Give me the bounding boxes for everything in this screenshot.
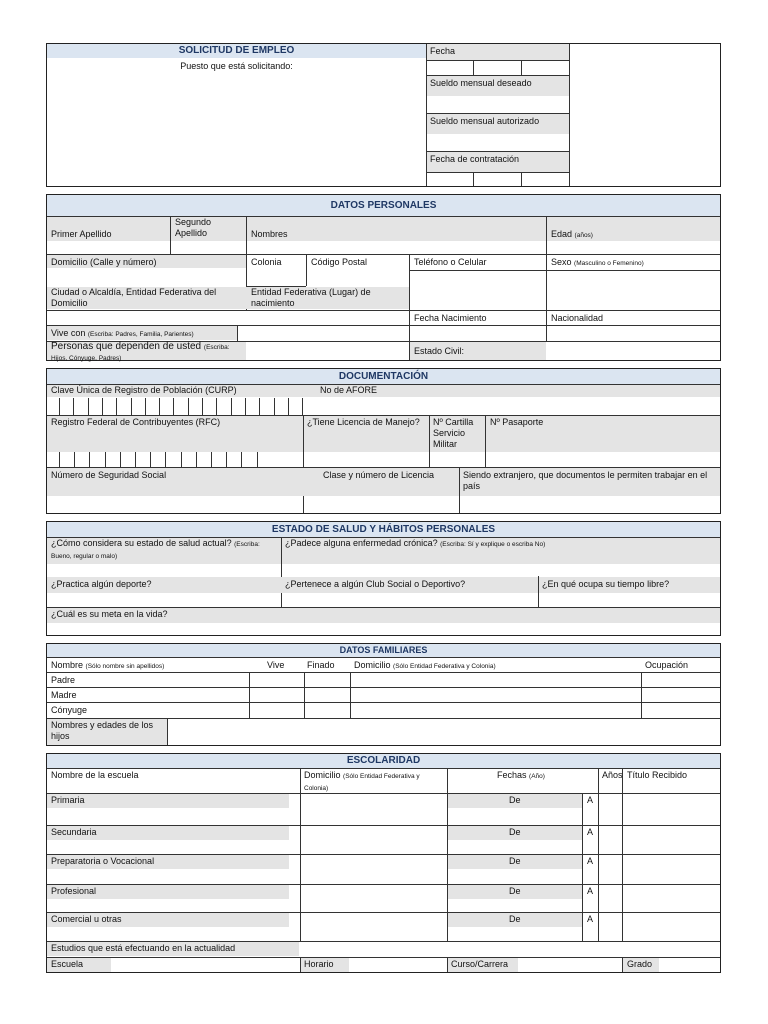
hijos-input[interactable] xyxy=(168,719,719,745)
documentacion-section xyxy=(46,368,721,514)
fam-domicilio-header: Domicilio (Sólo Entidad Federativa y Colonia) xyxy=(354,660,496,670)
esc-row-de: De xyxy=(509,886,521,896)
esc-row xyxy=(47,884,720,912)
fecha-dia-input[interactable] xyxy=(427,61,473,75)
fecha-nacimiento-label: Fecha Nacimiento xyxy=(414,313,487,323)
puesto-input[interactable] xyxy=(49,76,424,184)
esc-actuales-input[interactable] xyxy=(300,942,719,956)
rfc-box-divider xyxy=(150,452,151,468)
primer-apellido-input[interactable] xyxy=(48,241,169,254)
dependientes-label: Personas que dependen de usted (Escriba: Hijos, Cónyuge, Padres) xyxy=(51,341,230,362)
fam-finado-header: Finado xyxy=(307,660,335,670)
deporte-label: ¿Practica algún deporte? xyxy=(51,579,152,589)
vive-con-input[interactable] xyxy=(238,326,409,340)
esc-row-anos-input[interactable] xyxy=(599,855,622,884)
solicitud-title: SOLICITUD DE EMPLEO xyxy=(47,44,426,58)
contratacion-mes-input[interactable] xyxy=(474,173,521,186)
esc-escuela-label: Escuela xyxy=(51,959,84,969)
esc-row-de: De xyxy=(509,914,521,924)
edad-input[interactable] xyxy=(547,241,720,254)
curp-box-divider xyxy=(102,398,103,415)
entidad-nacimiento-label: Entidad Federativa (Lugar) de nacimiento xyxy=(251,287,371,308)
salud-section xyxy=(46,521,721,636)
esc-row-escuela-input[interactable] xyxy=(48,841,300,854)
esc-row-anos-input[interactable] xyxy=(599,794,622,825)
esc-row xyxy=(47,825,720,854)
clase-licencia-label: Clase y número de Licencia xyxy=(323,470,435,480)
curp-input[interactable] xyxy=(59,398,317,415)
sexo-label: Sexo (Masculino o Femenino) xyxy=(551,257,644,267)
curp-box-divider xyxy=(259,398,260,415)
estado-salud-input[interactable] xyxy=(48,564,281,576)
esc-row xyxy=(47,912,720,941)
curp-label: Clave Única de Registro de Población (CURP) xyxy=(51,385,237,395)
club-label: ¿Pertenece a algún Club Social o Deportivo? xyxy=(285,579,466,589)
clase-licencia-input[interactable] xyxy=(304,497,459,512)
curp-box-divider xyxy=(216,398,217,415)
nss-label: Número de Seguridad Social xyxy=(51,470,167,480)
curp-box-divider xyxy=(131,398,132,415)
contratacion-dia-input[interactable] xyxy=(427,173,473,186)
esc-row-escuela-input[interactable] xyxy=(48,870,300,884)
esc-escuela-input[interactable] xyxy=(111,958,300,972)
esc-row-escuela-input[interactable] xyxy=(48,809,300,825)
esc-row-anos-input[interactable] xyxy=(599,885,622,912)
curp-box-divider xyxy=(173,398,174,415)
rfc-box-divider xyxy=(59,452,60,468)
curp-box-divider xyxy=(274,398,275,415)
rfc-label: Registro Federal de Contribuyentes (RFC) xyxy=(51,417,221,427)
padre-vive-input[interactable] xyxy=(250,673,304,687)
esc-curso-input[interactable] xyxy=(518,958,622,972)
curp-box-divider xyxy=(202,398,203,415)
esc-row-titulo-input[interactable] xyxy=(623,913,719,941)
esc-row-titulo-input[interactable] xyxy=(623,855,719,884)
afore-label: No de AFORE xyxy=(320,385,378,395)
fecha-label: Fecha xyxy=(430,46,456,56)
rfc-box-divider xyxy=(241,452,242,468)
curp-box-divider xyxy=(188,398,189,415)
sueldo-autorizado-label: Sueldo mensual autorizado xyxy=(430,116,540,126)
estado-salud-label: ¿Cómo considera su estado de salud actual? (Escriba: Bueno, regular o malo) xyxy=(51,538,260,560)
esc-row-divider xyxy=(47,884,720,885)
esc-row-label: Comercial u otras xyxy=(51,914,122,924)
esc-row-label: Profesional xyxy=(51,886,97,896)
escolaridad-section xyxy=(46,753,721,973)
rfc-box-divider xyxy=(74,452,75,468)
foto-area xyxy=(570,45,720,185)
fam-hijos-label: Nombres y edades de los hijos xyxy=(51,720,154,741)
fam-row-madre: Madre xyxy=(51,690,77,700)
dependientes-input[interactable] xyxy=(247,342,409,360)
esc-grado-label: Grado xyxy=(627,959,653,969)
esc-row-escuela-input[interactable] xyxy=(48,900,300,912)
esc-titulo-header: Título Recibido xyxy=(627,770,688,780)
fam-vive-header: Vive xyxy=(267,660,285,670)
esc-escuela-header: Nombre de la escuela xyxy=(51,770,139,780)
conyuge-domicilio-input[interactable] xyxy=(351,703,641,717)
estado-civil-label: Estado Civil: xyxy=(414,346,465,356)
meta-input[interactable] xyxy=(48,623,719,635)
primer-apellido-label: Primer Apellido xyxy=(51,229,112,239)
telefono-label: Teléfono o Celular xyxy=(414,257,487,267)
afore-input[interactable] xyxy=(319,398,719,415)
enfermedad-label: ¿Padece alguna enfermedad crónica? (Escriba: Sí y explique o escriba No) xyxy=(285,538,546,548)
fam-row-conyuge: Cónyuge xyxy=(51,705,88,715)
esc-row-a: A xyxy=(587,856,594,866)
sexo-input[interactable] xyxy=(547,271,720,309)
esc-row-titulo-input[interactable] xyxy=(623,794,719,825)
datos-personales-section xyxy=(46,194,721,361)
rfc-box-divider xyxy=(105,452,106,468)
esc-row xyxy=(47,854,720,884)
curp-box-divider xyxy=(145,398,146,415)
extranjero-input[interactable] xyxy=(460,497,719,512)
esc-row-a: A xyxy=(587,886,594,896)
rfc-box-divider xyxy=(120,452,121,468)
deporte-input[interactable] xyxy=(48,593,281,606)
codigo-postal-input[interactable] xyxy=(307,269,409,285)
esc-row-a: A xyxy=(587,827,594,837)
club-input[interactable] xyxy=(282,593,538,606)
tiempo-libre-input[interactable] xyxy=(539,593,719,606)
nombres-label: Nombres xyxy=(251,229,288,239)
cartilla-label: Nº Cartilla Servicio Militar xyxy=(433,417,474,449)
esc-row-domicilio-input[interactable] xyxy=(301,885,447,912)
fam-row-padre: Padre xyxy=(51,675,76,685)
fecha-contratacion-label: Fecha de contratación xyxy=(430,154,520,164)
telefono-input[interactable] xyxy=(410,271,546,309)
ciudad-input[interactable] xyxy=(48,311,246,325)
fecha-nacimiento-input[interactable] xyxy=(410,326,546,340)
esc-row-domicilio-input[interactable] xyxy=(301,826,447,854)
rfc-box-divider xyxy=(165,452,166,468)
codigo-postal-label: Código Postal xyxy=(311,257,368,267)
vive-con-label: Vive con (Escriba: Padres, Familia, Parientes) xyxy=(51,328,194,338)
datos-personales-title: DATOS PERSONALES xyxy=(47,195,720,217)
nacionalidad-label: Nacionalidad xyxy=(551,313,604,323)
esc-row-titulo-input[interactable] xyxy=(623,826,719,854)
curp-box-divider xyxy=(159,398,160,415)
tiempo-libre-label: ¿En qué ocupa su tiempo libre? xyxy=(542,579,670,589)
esc-row-a: A xyxy=(587,795,594,805)
extranjero-label: Siendo extranjero, que documentos le permiten trabajar en el país xyxy=(463,470,708,491)
esc-horario-label: Horario xyxy=(304,959,334,969)
padre-domicilio-input[interactable] xyxy=(351,673,641,687)
escolaridad-title: ESCOLARIDAD xyxy=(47,754,720,769)
esc-row-divider xyxy=(47,854,720,855)
curp-box-divider xyxy=(88,398,89,415)
domicilio-input[interactable] xyxy=(48,269,246,285)
esc-row-a: A xyxy=(587,914,594,924)
rfc-box-divider xyxy=(89,452,90,468)
meta-label: ¿Cuál es su meta en la vida? xyxy=(51,609,168,619)
licencia-pregunta-label: ¿Tiene Licencia de Manejo? xyxy=(307,417,420,427)
entidad-nacimiento-input[interactable] xyxy=(247,311,409,325)
curp-box-divider xyxy=(231,398,232,415)
esc-row-de: De xyxy=(509,856,521,866)
colonia-input[interactable] xyxy=(247,269,306,285)
madre-domicilio-input[interactable] xyxy=(351,688,641,702)
documentacion-title: DOCUMENTACIÓN xyxy=(47,369,720,385)
esc-curso-label: Curso/Carrera xyxy=(451,959,509,969)
fam-ocupacion-header: Ocupación xyxy=(645,660,689,670)
licencia-input[interactable] xyxy=(304,453,429,467)
domicilio-label: Domicilio (Calle y número) xyxy=(51,257,157,267)
estado-civil-input[interactable] xyxy=(547,342,720,360)
contratacion-anio-input[interactable] xyxy=(522,173,569,186)
esc-row-de: De xyxy=(509,827,521,837)
nombres-input[interactable] xyxy=(247,241,546,254)
esc-row-divider xyxy=(47,825,720,826)
esc-row-label: Primaria xyxy=(51,795,85,805)
curp-box-divider xyxy=(245,398,246,415)
rfc-box-divider xyxy=(226,452,227,468)
sueldo-deseado-input[interactable] xyxy=(427,96,569,113)
esc-actuales-label: Estudios que está efectuando en la actualidad xyxy=(51,943,236,953)
edad-label: Edad (años) xyxy=(551,229,593,239)
solicitud-section xyxy=(46,43,721,187)
esc-horario-input[interactable] xyxy=(349,958,447,972)
esc-row-domicilio-input[interactable] xyxy=(301,913,447,941)
esc-row-domicilio-input[interactable] xyxy=(301,794,447,825)
esc-row-label: Preparatoria o Vocacional xyxy=(51,856,155,866)
cartilla-input[interactable] xyxy=(430,453,485,467)
rfc-box-divider xyxy=(135,452,136,468)
nacionalidad-input[interactable] xyxy=(547,326,720,340)
nss-input[interactable] xyxy=(48,497,303,512)
familiares-title: DATOS FAMILIARES xyxy=(47,644,720,658)
enfermedad-input[interactable] xyxy=(282,564,719,576)
esc-row-escuela-input[interactable] xyxy=(48,928,300,941)
esc-row-divider xyxy=(47,912,720,913)
rfc-box-divider xyxy=(196,452,197,468)
esc-row-de: De xyxy=(509,795,521,805)
sueldo-autorizado-input[interactable] xyxy=(427,134,569,151)
puesto-label: Puesto que está solicitando: xyxy=(180,61,293,71)
esc-row-label: Secundaria xyxy=(51,827,97,837)
esc-domicilio-header: Domicilio (Sólo Entidad Federativa y Colonia) xyxy=(304,770,420,792)
rfc-box-divider xyxy=(211,452,212,468)
curp-box-divider xyxy=(59,398,60,415)
salud-title: ESTADO DE SALUD Y HÁBITOS PERSONALES xyxy=(47,522,720,538)
esc-row-anos-input[interactable] xyxy=(599,913,622,941)
esc-row-domicilio-input[interactable] xyxy=(301,855,447,884)
fam-nombre-header: Nombre (Sólo nombre sin apellidos) xyxy=(51,660,165,670)
rfc-box-divider xyxy=(181,452,182,468)
esc-row xyxy=(47,793,720,825)
pasaporte-input[interactable] xyxy=(486,453,719,467)
rfc-input[interactable] xyxy=(59,452,271,468)
sueldo-deseado-label: Sueldo mensual deseado xyxy=(430,78,532,88)
fecha-anio-input[interactable] xyxy=(522,61,569,75)
esc-row-anos-input[interactable] xyxy=(599,826,622,854)
rfc-box-divider xyxy=(257,452,258,468)
curp-box-divider xyxy=(302,398,303,415)
curp-box-divider xyxy=(116,398,117,415)
segundo-apellido-input[interactable] xyxy=(171,241,246,254)
ciudad-label: Ciudad o Alcaldía, Entidad Federativa del Domicilio xyxy=(51,287,217,308)
fecha-mes-input[interactable] xyxy=(474,61,521,75)
curp-box-divider xyxy=(288,398,289,415)
esc-row-titulo-input[interactable] xyxy=(623,885,719,912)
esc-grado-input[interactable] xyxy=(659,958,719,972)
curp-box-divider xyxy=(73,398,74,415)
esc-fechas-header: Fechas (Año) xyxy=(497,770,545,780)
segundo-apellido-label: Segundo Apellido xyxy=(175,217,212,238)
colonia-label: Colonia xyxy=(251,257,282,267)
esc-anos-header: Años xyxy=(602,770,623,780)
familiares-section xyxy=(46,643,721,746)
pasaporte-label: Nº Pasaporte xyxy=(490,417,544,427)
